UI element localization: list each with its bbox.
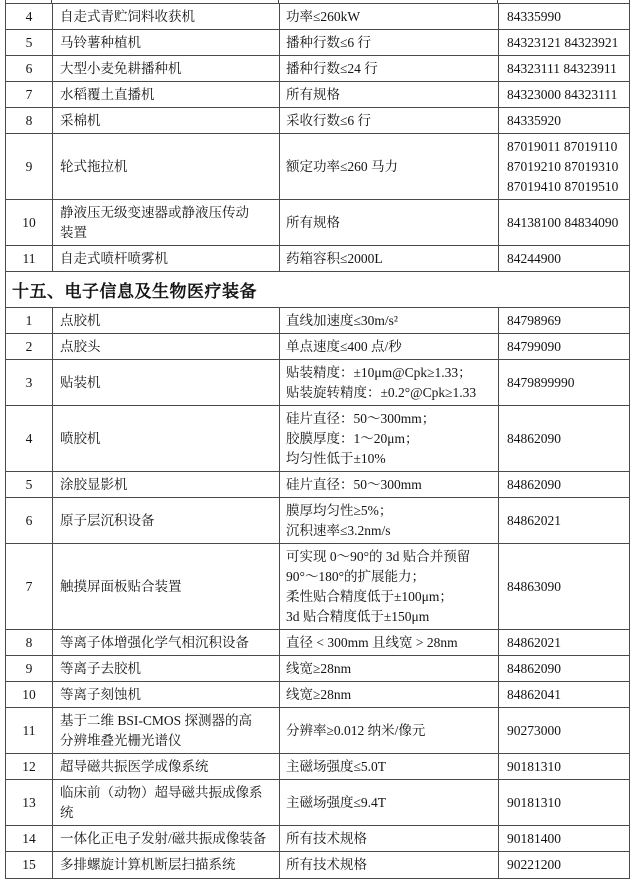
text-line: 大型小麦免耕播种机 xyxy=(60,60,182,76)
hs-code-cell xyxy=(499,852,629,878)
hs-code-cell xyxy=(499,360,629,405)
hs-code-cell xyxy=(499,246,629,271)
text-line: 87019011 87019110 xyxy=(507,138,618,154)
row-number-cell: 7 xyxy=(6,544,53,629)
hs-code-cell xyxy=(499,308,629,333)
text-line: 84798969 xyxy=(507,312,561,328)
text-line: 额定功率≤260 马力 xyxy=(286,158,399,174)
equipment-name-cell xyxy=(53,406,280,471)
text-line: 膜厚均匀性≥5%； xyxy=(286,502,393,518)
text-line: 90221200 xyxy=(507,857,561,872)
row-number-cell: 9 xyxy=(6,656,53,681)
row-number-cell: 10 xyxy=(6,682,53,707)
text-line: 主磁场强度≤9.4T xyxy=(286,794,387,810)
table-row xyxy=(6,134,629,200)
row-number-cell: 8 xyxy=(6,108,53,133)
spec-cell xyxy=(280,308,499,333)
text-line: 自走式喷杆喷雾机 xyxy=(60,250,168,266)
hs-code-cell xyxy=(499,544,629,629)
table-row xyxy=(6,826,629,852)
equipment-name-cell xyxy=(53,134,280,199)
section-header-row xyxy=(6,272,629,308)
equipment-name-cell xyxy=(53,360,280,405)
equipment-name-cell xyxy=(53,708,280,753)
text-line: 所有规格 xyxy=(286,86,340,102)
text-line: 可实现 0～90°的 3d 贴合并预留 xyxy=(286,548,471,564)
spec-cell xyxy=(280,56,499,81)
text-line: 84323121 84323921 xyxy=(507,34,619,50)
text-line: 84862021 xyxy=(507,512,561,528)
text-line: 所有技术规格 xyxy=(286,830,367,846)
text-line: 单点速度≤400 点/秒 xyxy=(286,338,402,354)
table-row xyxy=(6,360,629,406)
hs-code-cell xyxy=(499,406,629,471)
equipment-name-cell xyxy=(53,82,280,107)
text-line: 90181310 xyxy=(507,758,561,774)
spec-cell xyxy=(280,4,499,29)
text-line: 临床前（动物）超导磁共振成像系 xyxy=(60,784,263,800)
table-row xyxy=(6,246,629,272)
stub-col-spec xyxy=(279,0,498,3)
row-number-cell: 11 xyxy=(6,708,53,753)
text-line: 功率≤260kW xyxy=(286,8,361,24)
document-page xyxy=(5,0,630,879)
text-line: 直径 < 300mm 且线宽 > 28nm xyxy=(286,634,458,650)
row-number-cell: 14 xyxy=(6,826,53,851)
text-line: 84244900 xyxy=(507,250,561,266)
table-row xyxy=(6,334,629,360)
spec-cell xyxy=(280,630,499,655)
text-line: 90181400 xyxy=(507,830,561,846)
text-line: 贴装机 xyxy=(60,374,101,390)
spec-cell xyxy=(280,108,499,133)
text-line: 水稻覆土直播机 xyxy=(60,86,155,102)
text-line: 统 xyxy=(60,804,74,820)
spec-cell xyxy=(280,334,499,359)
text-line: 涂胶显影机 xyxy=(60,476,128,492)
row-number-cell: 13 xyxy=(6,780,53,825)
row-number-cell: 4 xyxy=(6,4,53,29)
hs-code-cell xyxy=(499,656,629,681)
text-line: 等离子去胶机 xyxy=(60,660,141,676)
equipment-name-cell xyxy=(53,852,280,878)
text-line: 线宽≥28nm xyxy=(286,660,352,676)
spec-cell xyxy=(280,708,499,753)
text-line: 87019410 87019510 xyxy=(507,178,619,194)
table-row xyxy=(6,4,629,30)
text-line: 播种行数≤6 行 xyxy=(286,34,372,50)
spec-cell xyxy=(280,200,499,245)
spec-cell xyxy=(280,134,499,199)
table-row xyxy=(6,780,629,826)
equipment-name-cell xyxy=(53,334,280,359)
text-line: 直线加速度≤30m/s² xyxy=(286,312,398,328)
hs-code-cell xyxy=(499,826,629,851)
table-row xyxy=(6,472,629,498)
equipment-name-cell xyxy=(53,4,280,29)
text-line: 采棉机 xyxy=(60,112,101,128)
text-line: 84862041 xyxy=(507,686,561,702)
hs-code-cell xyxy=(499,4,629,29)
spec-cell xyxy=(280,82,499,107)
row-number-cell: 8 xyxy=(6,630,53,655)
text-line: 84862090 xyxy=(507,660,561,676)
section-header-title: 十五、电子信息及生物医疗装备 xyxy=(12,282,257,301)
spec-cell xyxy=(280,544,499,629)
row-number-cell: 5 xyxy=(6,30,53,55)
text-line: 硅片直径：50～300mm； xyxy=(286,410,436,426)
row-number-cell: 9 xyxy=(6,134,53,199)
text-line: 84862021 xyxy=(507,634,561,650)
text-line: 8479899990 xyxy=(507,374,575,390)
spec-cell xyxy=(280,754,499,779)
hs-code-cell xyxy=(499,134,629,199)
row-number-cell: 11 xyxy=(6,246,53,271)
text-line: 采收行数≤6 行 xyxy=(286,112,372,128)
text-line: 所有规格 xyxy=(286,214,340,230)
row-number-cell: 15 xyxy=(6,852,53,878)
text-line: 沉积速率≤3.2nm/s xyxy=(286,522,391,538)
text-line: 触摸屏面板贴合装置 xyxy=(60,578,182,594)
text-line: 84335920 xyxy=(507,112,561,128)
row-number-cell: 6 xyxy=(6,498,53,543)
text-line: 马铃薯种植机 xyxy=(60,34,141,50)
hs-code-cell xyxy=(499,708,629,753)
text-line: 药箱容积≤2000L xyxy=(286,250,383,266)
spec-cell xyxy=(280,472,499,497)
text-line: 胶膜厚度：1～20μm； xyxy=(286,430,419,446)
text-line: 分辨率≥0.012 纳米/像元 xyxy=(286,722,426,738)
row-number-cell: 10 xyxy=(6,200,53,245)
equipment-name-cell xyxy=(53,200,280,245)
table-row xyxy=(6,852,629,878)
row-number-cell: 3 xyxy=(6,360,53,405)
row-number-cell: 1 xyxy=(6,308,53,333)
hs-code-cell xyxy=(499,82,629,107)
text-line: 84323000 84323111 xyxy=(507,86,618,102)
text-line: 贴装旋转精度：±0.2°@Cpk≥1.33 xyxy=(286,384,477,400)
text-line: 3d 贴合精度低于±150μm xyxy=(286,608,430,624)
spec-cell xyxy=(280,246,499,271)
text-line: 90181310 xyxy=(507,794,561,810)
table-row xyxy=(6,56,629,82)
spec-cell xyxy=(280,852,499,878)
text-line: 等离子体增强化学气相沉积设备 xyxy=(60,634,249,650)
equipment-table xyxy=(5,3,630,879)
spec-cell xyxy=(280,30,499,55)
hs-code-cell xyxy=(499,682,629,707)
hs-code-cell xyxy=(499,754,629,779)
equipment-name-cell xyxy=(53,498,280,543)
text-line: 自走式青贮饲料收获机 xyxy=(60,8,195,24)
table-row xyxy=(6,498,629,544)
text-line: 一体化正电子发射/磁共振成像装备 xyxy=(60,830,267,846)
table-row xyxy=(6,630,629,656)
text-line: 轮式拖拉机 xyxy=(60,158,128,174)
table-row xyxy=(6,544,629,630)
stub-col-name xyxy=(52,0,279,3)
row-number-cell: 5 xyxy=(6,472,53,497)
text-line: 84323111 84323911 xyxy=(507,60,617,76)
equipment-name-cell xyxy=(53,656,280,681)
hs-code-cell xyxy=(499,472,629,497)
text-line: 柔性贴合精度低于±100μm； xyxy=(286,588,453,604)
text-line: 硅片直径：50～300mm xyxy=(286,476,422,492)
spec-cell xyxy=(280,406,499,471)
text-line: 线宽≥28nm xyxy=(286,686,352,702)
text-line: 喷胶机 xyxy=(60,430,101,446)
table-row xyxy=(6,308,629,334)
text-line: 90273000 xyxy=(507,722,561,738)
text-line: 原子层沉积设备 xyxy=(60,512,155,528)
equipment-name-cell xyxy=(53,308,280,333)
text-line: 多排螺旋计算机断层扫描系统 xyxy=(60,857,236,872)
spec-cell xyxy=(280,656,499,681)
row-number-cell: 12 xyxy=(6,754,53,779)
text-line: 84335990 xyxy=(507,8,561,24)
table-row xyxy=(6,406,629,472)
table-row xyxy=(6,682,629,708)
text-line: 84862090 xyxy=(507,430,561,446)
stub-col-code xyxy=(498,0,629,3)
text-line: 点胶机 xyxy=(60,312,101,328)
text-line: 等离子刻蚀机 xyxy=(60,686,141,702)
hs-code-cell xyxy=(499,200,629,245)
text-line: 84862090 xyxy=(507,476,561,492)
equipment-name-cell xyxy=(53,630,280,655)
equipment-name-cell xyxy=(53,108,280,133)
equipment-name-cell xyxy=(53,544,280,629)
hs-code-cell xyxy=(499,30,629,55)
equipment-name-cell xyxy=(53,754,280,779)
text-line: 装置 xyxy=(60,224,87,240)
hs-code-cell xyxy=(499,498,629,543)
stub-col-number xyxy=(6,0,52,3)
text-line: 84799090 xyxy=(507,338,561,354)
equipment-name-cell xyxy=(53,826,280,851)
equipment-name-cell xyxy=(53,780,280,825)
spec-cell xyxy=(280,780,499,825)
text-line: 90°～180°的扩展能力； xyxy=(286,568,426,584)
table-row xyxy=(6,708,629,754)
hs-code-cell xyxy=(499,108,629,133)
text-line: 84138100 84834090 xyxy=(507,214,619,230)
row-number-cell: 2 xyxy=(6,334,53,359)
hs-code-cell xyxy=(499,780,629,825)
text-line: 84863090 xyxy=(507,578,561,594)
equipment-name-cell xyxy=(53,682,280,707)
table-top-fragment xyxy=(5,0,630,3)
spec-cell xyxy=(280,360,499,405)
table-row xyxy=(6,656,629,682)
text-line: 基于二维 BSI-CMOS 探测器的高 xyxy=(60,712,253,728)
text-line: 播种行数≤24 行 xyxy=(286,60,378,76)
text-line: 静液压无级变速器或静液压传动 xyxy=(60,204,249,220)
hs-code-cell xyxy=(499,334,629,359)
text-line: 分辨堆叠光栅光谱仪 xyxy=(60,732,182,748)
equipment-name-cell xyxy=(53,246,280,271)
text-line: 均匀性低于±10% xyxy=(286,450,386,466)
spec-cell xyxy=(280,826,499,851)
equipment-name-cell xyxy=(53,30,280,55)
text-line: 贴装精度：±10μm@Cpk≥1.33； xyxy=(286,364,472,380)
table-row xyxy=(6,200,629,246)
text-line: 点胶头 xyxy=(60,338,101,354)
table-row xyxy=(6,108,629,134)
table-row xyxy=(6,30,629,56)
hs-code-cell xyxy=(499,56,629,81)
row-number-cell: 7 xyxy=(6,82,53,107)
spec-cell xyxy=(280,682,499,707)
equipment-name-cell xyxy=(53,56,280,81)
text-line: 87019210 87019310 xyxy=(507,158,619,174)
spec-cell xyxy=(280,498,499,543)
table-row xyxy=(6,82,629,108)
row-number-cell: 4 xyxy=(6,406,53,471)
row-number-cell: 6 xyxy=(6,56,53,81)
text-line: 所有技术规格 xyxy=(286,857,367,872)
hs-code-cell xyxy=(499,630,629,655)
text-line: 超导磁共振医学成像系统 xyxy=(60,758,209,774)
text-line: 主磁场强度≤5.0T xyxy=(286,758,387,774)
table-row xyxy=(6,754,629,780)
equipment-name-cell xyxy=(53,472,280,497)
